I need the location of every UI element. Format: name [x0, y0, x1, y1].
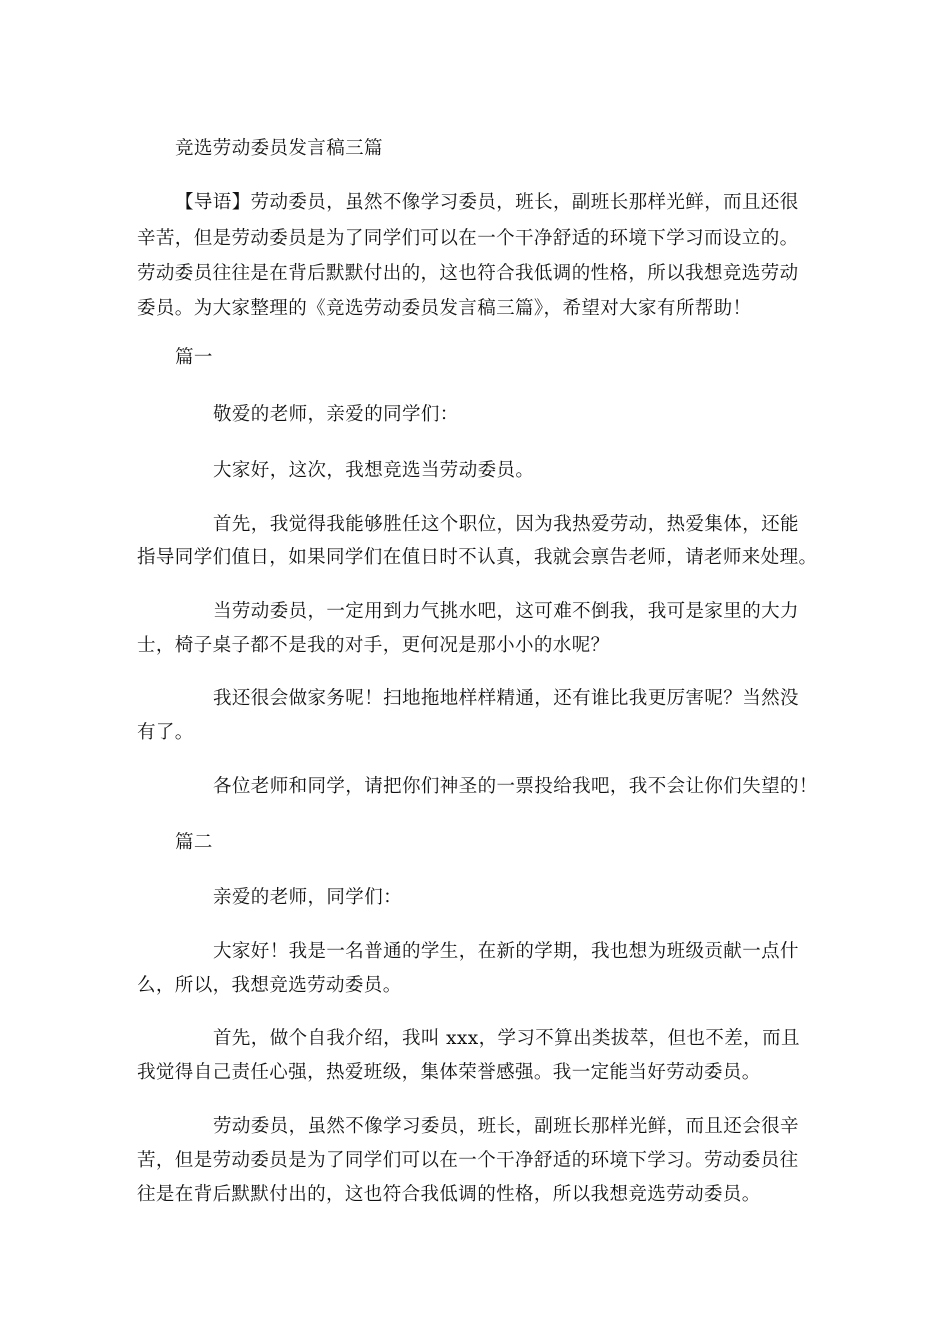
section-heading: 篇一: [175, 347, 213, 368]
paragraph-line: 么，所以，我想竞选劳动委员。: [137, 975, 402, 996]
greeting: 亲爱的老师，同学们：: [213, 887, 403, 908]
paragraph-line: 劳动委员，虽然不像学习委员，班长，副班长那样光鲜，而且还会很辛: [213, 1116, 799, 1137]
intro-line: 委员。为大家整理的《竞选劳动委员发言稿三篇》，希望对大家有所帮助！: [137, 298, 752, 319]
paragraph-line: 当劳动委员，一定用到力气挑水吧，这可难不倒我，我可是家里的大力: [213, 601, 799, 622]
paragraph-line: 我还很会做家务呢！扫地拖地样样精通，还有谁比我更厉害呢？当然没: [213, 688, 799, 709]
intro-line: 辛苦，但是劳动委员是为了同学们可以在一个干净舒适的环境下学习而设立的。: [137, 228, 799, 249]
intro-line: 劳动委员往往是在背后默默付出的，这也符合我低调的性格，所以我想竞选劳动: [137, 263, 799, 284]
greeting: 敬爱的老师，亲爱的同学们：: [213, 404, 459, 425]
paragraph-line: 指导同学们值日，如果同学们在值日时不认真，我就会禀告老师，请老师来处理。: [137, 547, 818, 568]
document-title: 竞选劳动委员发言稿三篇: [175, 138, 383, 159]
paragraph-line: 往是在背后默默付出的，这也符合我低调的性格，所以我想竞选劳动委员。: [137, 1184, 761, 1205]
paragraph-line: 有了。: [137, 722, 194, 743]
paragraph-line: 我觉得自己责任心强，热爱班级，集体荣誉感强。我一定能当好劳动委员。: [137, 1062, 761, 1083]
paragraph-line: 士，椅子桌子都不是我的对手，更何况是那小小的水呢？: [137, 635, 610, 656]
intro-line: 【导语】劳动委员，虽然不像学习委员，班长，副班长那样光鲜，而且还很: [175, 192, 799, 213]
paragraph-line: 首先，我觉得我能够胜任这个职位，因为我热爱劳动，热爱集体，还能: [213, 514, 799, 535]
paragraph-line: 首先，做个自我介绍，我叫 xxx，学习不算出类拔萃，但也不差，而且: [213, 1028, 800, 1049]
paragraph: 大家好，这次，我想竞选当劳动委员。: [213, 460, 535, 481]
section-heading: 篇二: [175, 832, 213, 853]
paragraph: 各位老师和同学，请把你们神圣的一票投给我吧，我不会让你们失望的！: [213, 776, 818, 797]
paragraph-line: 大家好！我是一名普通的学生，在新的学期，我也想为班级贡献一点什: [213, 941, 799, 962]
paragraph-line: 苦，但是劳动委员是为了同学们可以在一个干净舒适的环境下学习。劳动委员往: [137, 1150, 799, 1171]
